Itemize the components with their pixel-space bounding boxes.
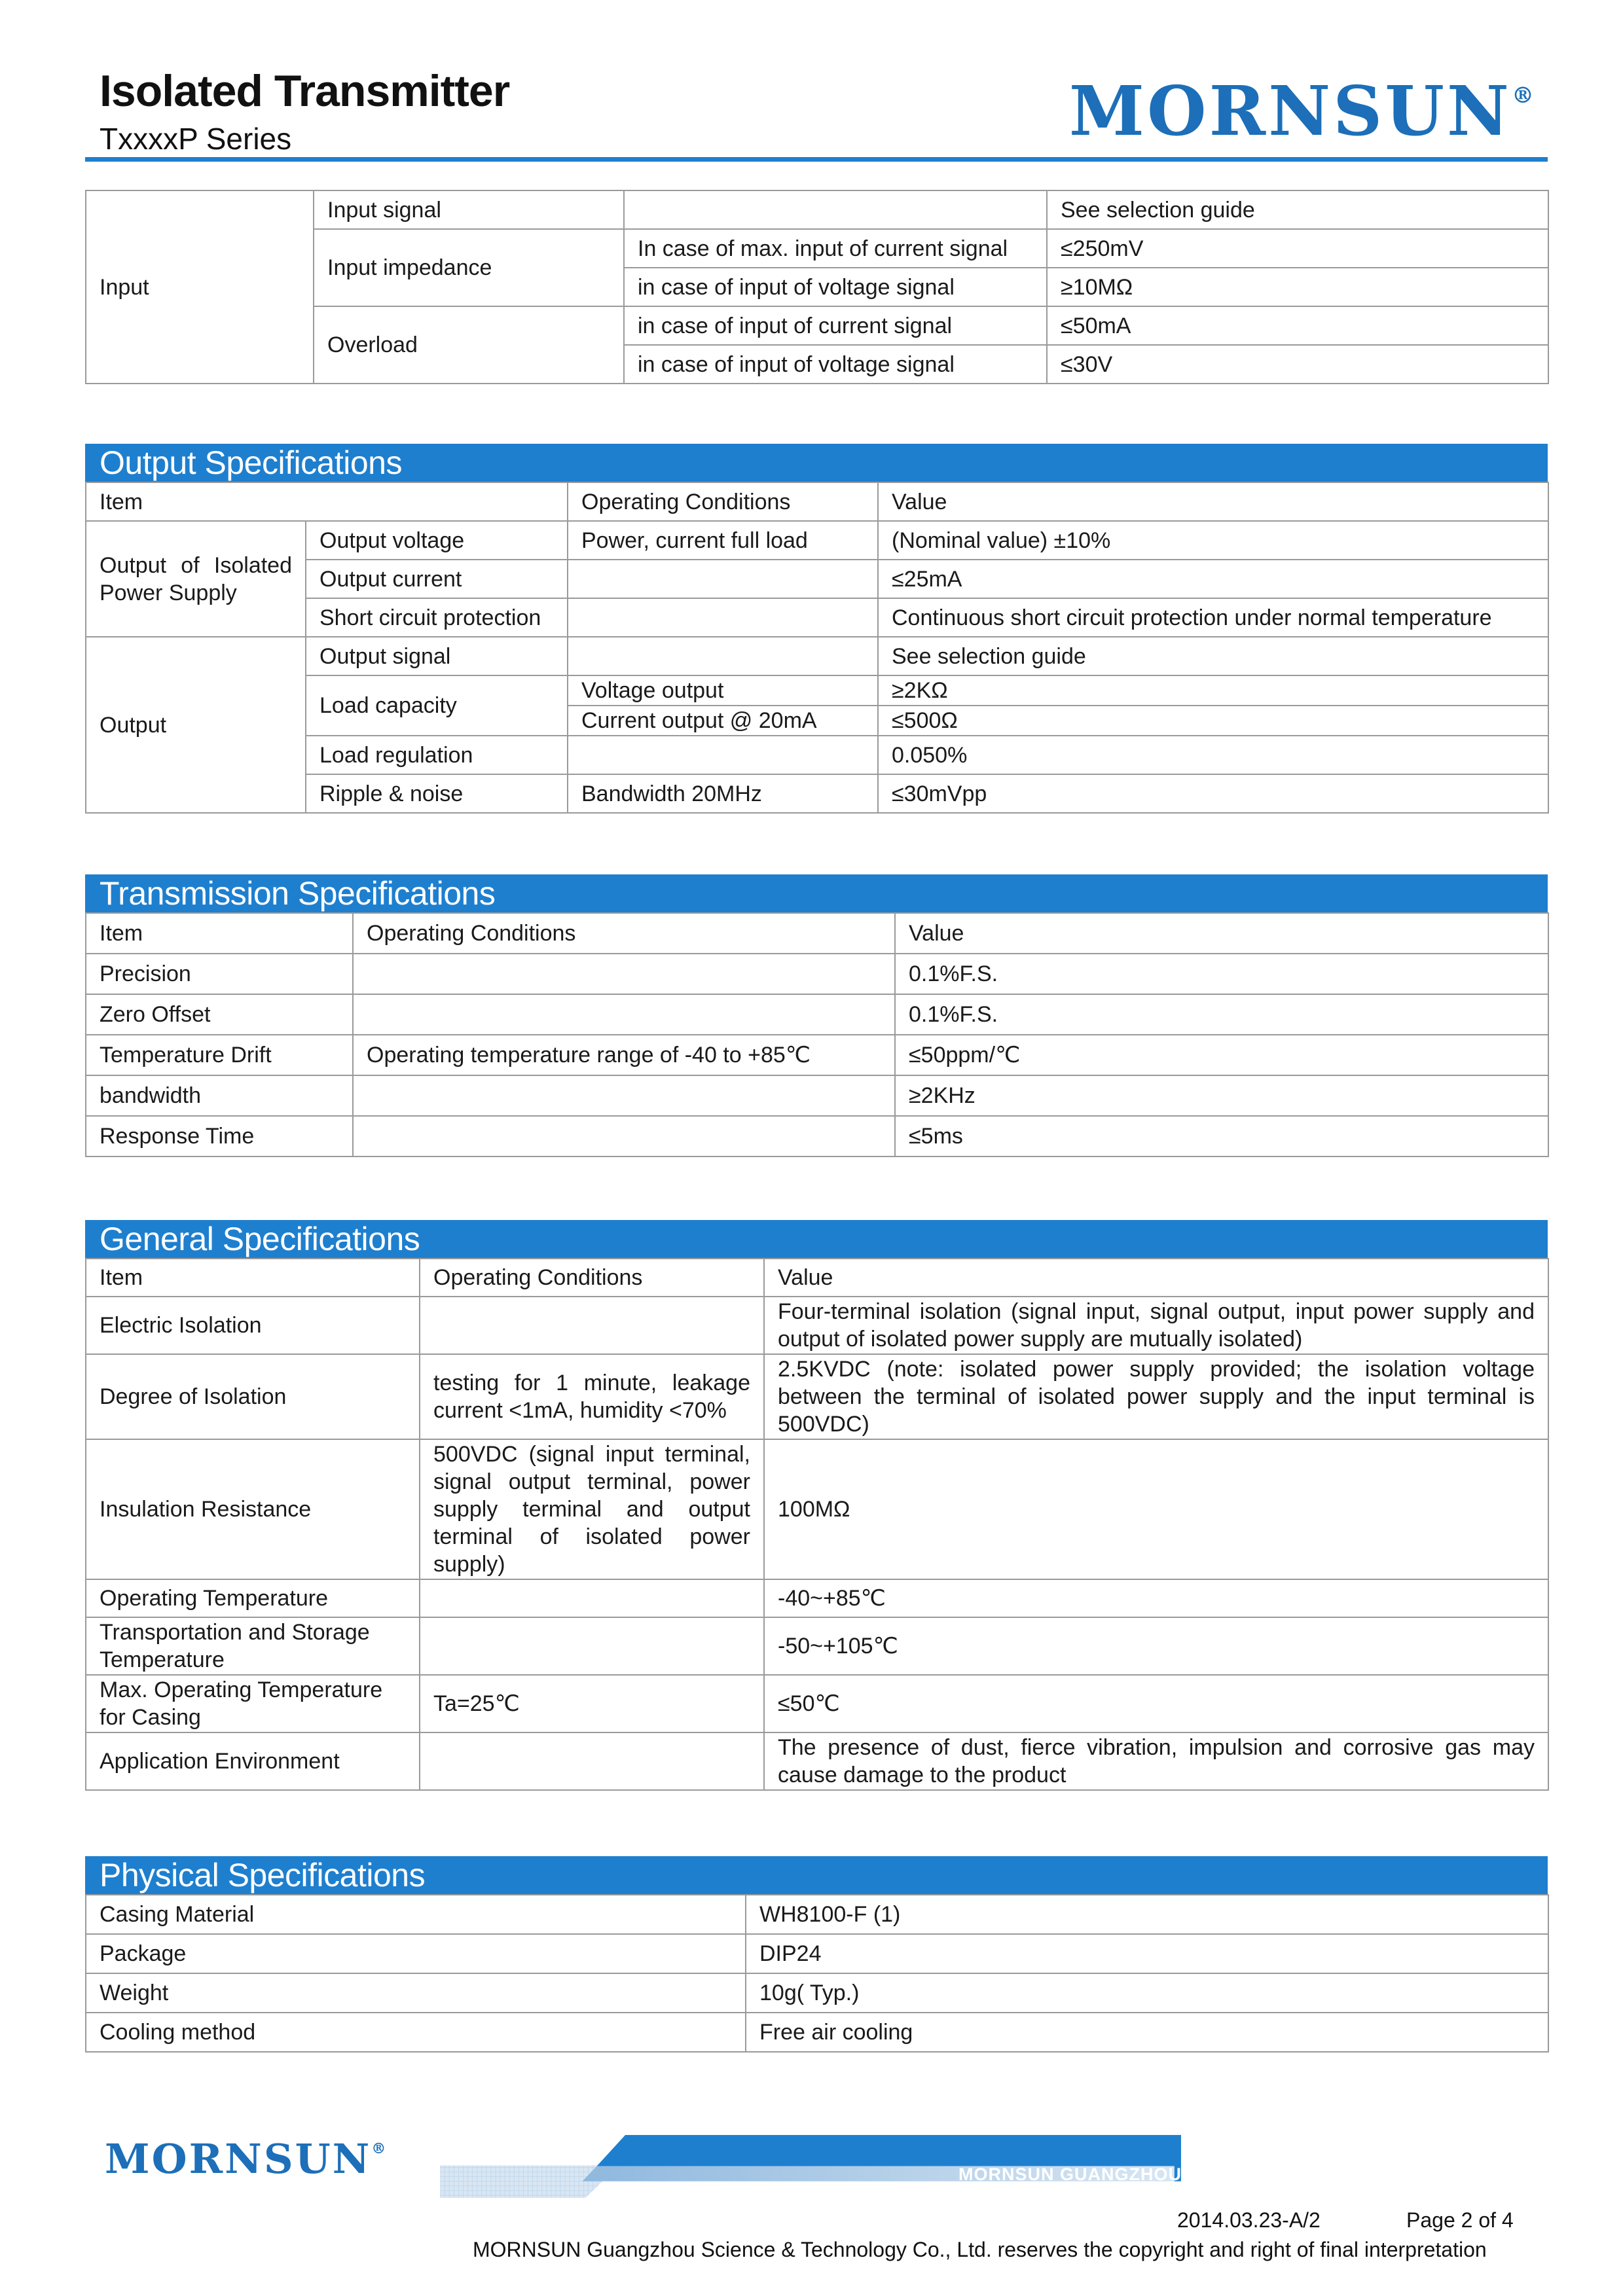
table-cell: See selection guide [878,637,1548,675]
header-conditions: Operating Conditions [420,1259,764,1297]
header-value: Value [895,913,1548,954]
table-cell: In case of max. input of current signal [624,229,1047,268]
table-cell: Casing Material [86,1895,746,1934]
page-footer [77,2135,1544,2259]
table-cell: ≥2KΩ [878,675,1548,706]
output-group-label: Output [86,637,306,813]
table-row [86,954,1548,994]
brand-logo [1069,71,1534,151]
table-cell: Free air cooling [746,2013,1548,2052]
table-cell: ≥2KHz [895,1075,1548,1116]
doc-title: Isolated Transmitter [100,66,510,116]
overload-label: Overload [314,306,624,384]
table-cell: DIP24 [746,1934,1548,1973]
table-cell: 2.5KVDC (note: isolated power supply provided; the isolation voltage between the terminal of isolated power supply and the input terminal is 500VDC) [764,1354,1548,1439]
table-cell: -40~+85℃ [764,1579,1548,1617]
table-cell: Output voltage [306,521,568,560]
table-cell [420,1297,764,1354]
input-impedance-label: Input impedance [314,229,624,306]
table-cell [420,1579,764,1617]
footer-logo [105,2135,386,2183]
table-cell: ≤50ppm/℃ [895,1035,1548,1075]
output-specs-title: Output Specifications [85,444,1548,482]
load-capacity-label: Load capacity [306,675,568,736]
table-cell: testing for 1 minute, leakage current <1mA, humidity <70% [420,1354,764,1439]
table-cell: Precision [86,954,353,994]
table-cell: Degree of Isolation [86,1354,420,1439]
footer-band-main [597,2135,1181,2166]
physical-specs-section [85,1856,1548,2053]
table-row [86,1617,1548,1675]
header-conditions: Operating Conditions [353,913,895,954]
table-row [86,1973,1548,2013]
transmission-specs-title: Transmission Specifications [85,874,1548,912]
table-cell [353,994,895,1035]
table-cell [420,1732,764,1790]
header-value: Value [764,1259,1548,1297]
general-specs-title: General Specifications [85,1220,1548,1258]
table-row [86,2013,1548,2052]
table-cell: 10g( Typ.) [746,1973,1548,2013]
table-row [86,1116,1548,1157]
table-cell: ≤250mV [1047,229,1548,268]
table-row [86,1579,1548,1617]
table-cell: Zero Offset [86,994,353,1035]
table-cell: Response Time [86,1116,353,1157]
table-cell: Continuous short circuit protection under normal temperature [878,598,1548,637]
input-signal-label: Input signal [314,190,624,229]
footer-company: MORNSUN GUANGZHOU SCIENCE & TECHNOLOGY CO.,LTD. [958,2164,1511,2184]
footer-copyright: MORNSUN Guangzhou Science & Technology Co., Ltd. reserves the copyright and right of final interpretation [473,2238,1487,2261]
table-cell: ≤50℃ [764,1675,1548,1732]
table-cell: 100MΩ [764,1439,1548,1579]
table-cell: Package [86,1934,746,1973]
table-row [86,994,1548,1035]
table-row [86,1297,1548,1354]
table-cell [353,1116,895,1157]
table-cell: 0.1%F.S. [895,994,1548,1035]
table-cell: Max. Operating Temperature for Casing [86,1675,420,1732]
header-item: Item [86,1259,420,1297]
table-cell: Short circuit protection [306,598,568,637]
table-cell: The presence of dust, fierce vibration, impulsion and corrosive gas may cause damage to the product [764,1732,1548,1790]
footer-date: 2014.03.23-A/2 [1177,2208,1321,2232]
general-specs-section [85,1220,1548,1791]
doc-subtitle: TxxxxP Series [100,122,292,156]
table-cell: ≤5ms [895,1116,1548,1157]
header-item: Item [86,913,353,954]
output-specs-section [85,444,1548,814]
table-cell: in case of input of voltage signal [624,345,1047,384]
table-row [86,1675,1548,1732]
footer-page-number: Page 2 of 4 [1406,2208,1514,2232]
table-cell: (Nominal value) ±10% [878,521,1548,560]
table-cell: 0.050% [878,736,1548,774]
table-cell: Temperature Drift [86,1035,353,1075]
table-cell: Transportation and Storage Temperature [86,1617,420,1675]
table-cell: Output current [306,560,568,598]
table-cell: Ta=25℃ [420,1675,764,1732]
table-cell: Ripple & noise [306,774,568,813]
table-cell: Bandwidth 20MHz [568,774,878,813]
header-rule [85,157,1548,162]
table-cell [420,1617,764,1675]
table-cell [568,736,878,774]
header-value: Value [878,482,1548,521]
input-signal-value: See selection guide [1047,190,1548,229]
table-cell: in case of input of current signal [624,306,1047,345]
table-cell: ≥10MΩ [1047,268,1548,306]
input-signal-condition [624,190,1047,229]
table-cell: Output signal [306,637,568,675]
table-cell: Voltage output [568,675,878,706]
footer-band-left [440,2165,619,2198]
table-row [86,1732,1548,1790]
brand-logo-text: MORNSUN [1068,71,1512,151]
table-row [86,1354,1548,1439]
table-cell: Power, current full load [568,521,878,560]
table-cell: WH8100-F (1) [746,1895,1548,1934]
table-cell: Application Environment [86,1732,420,1790]
table-cell: ≤25mA [878,560,1548,598]
table-cell: Load regulation [306,736,568,774]
table-cell: Electric Isolation [86,1297,420,1354]
header-item: Item [86,482,568,521]
table-cell: in case of input of voltage signal [624,268,1047,306]
table-cell: 0.1%F.S. [895,954,1548,994]
table-cell: Four-terminal isolation (signal input, signal output, input power supply and output of isolated power supply are mutually isolated) [764,1297,1548,1354]
table-row [86,1934,1548,1973]
table-cell [353,954,895,994]
table-cell: ≤30V [1047,345,1548,384]
table-row [86,1035,1548,1075]
table-row [86,1895,1548,1934]
table-cell: ≤500Ω [878,706,1548,736]
table-cell: -50~+105℃ [764,1617,1548,1675]
isolated-supply-group-label: Output of Isolated Power Supply [86,521,306,637]
table-cell [568,598,878,637]
table-cell [568,560,878,598]
physical-specs-title: Physical Specifications [85,1856,1548,1894]
table-cell: Operating temperature range of -40 to +85℃ [353,1035,895,1075]
table-cell: Insulation Resistance [86,1439,420,1579]
table-row [86,1439,1548,1579]
footer-registered-mark: ® [371,2140,386,2157]
table-cell: Current output @ 20mA [568,706,878,736]
table-cell: Weight [86,1973,746,2013]
transmission-specs-section [85,874,1548,1157]
table-cell: ≤30mVpp [878,774,1548,813]
table-cell: ≤50mA [1047,306,1548,345]
table-cell: Cooling method [86,2013,746,2052]
registered-mark: ® [1512,82,1534,109]
table-cell: 500VDC (signal input terminal, signal output terminal, power supply terminal and output terminal of isolated power supply) [420,1439,764,1579]
table-cell [353,1075,895,1116]
table-cell [568,637,878,675]
table-cell: bandwidth [86,1075,353,1116]
table-row [86,1075,1548,1116]
table-cell: Operating Temperature [86,1579,420,1617]
footer-logo-text: MORNSUN [105,2135,372,2183]
input-group-label: Input [86,190,314,384]
header-conditions: Operating Conditions [568,482,878,521]
input-spec-table [85,190,1548,384]
